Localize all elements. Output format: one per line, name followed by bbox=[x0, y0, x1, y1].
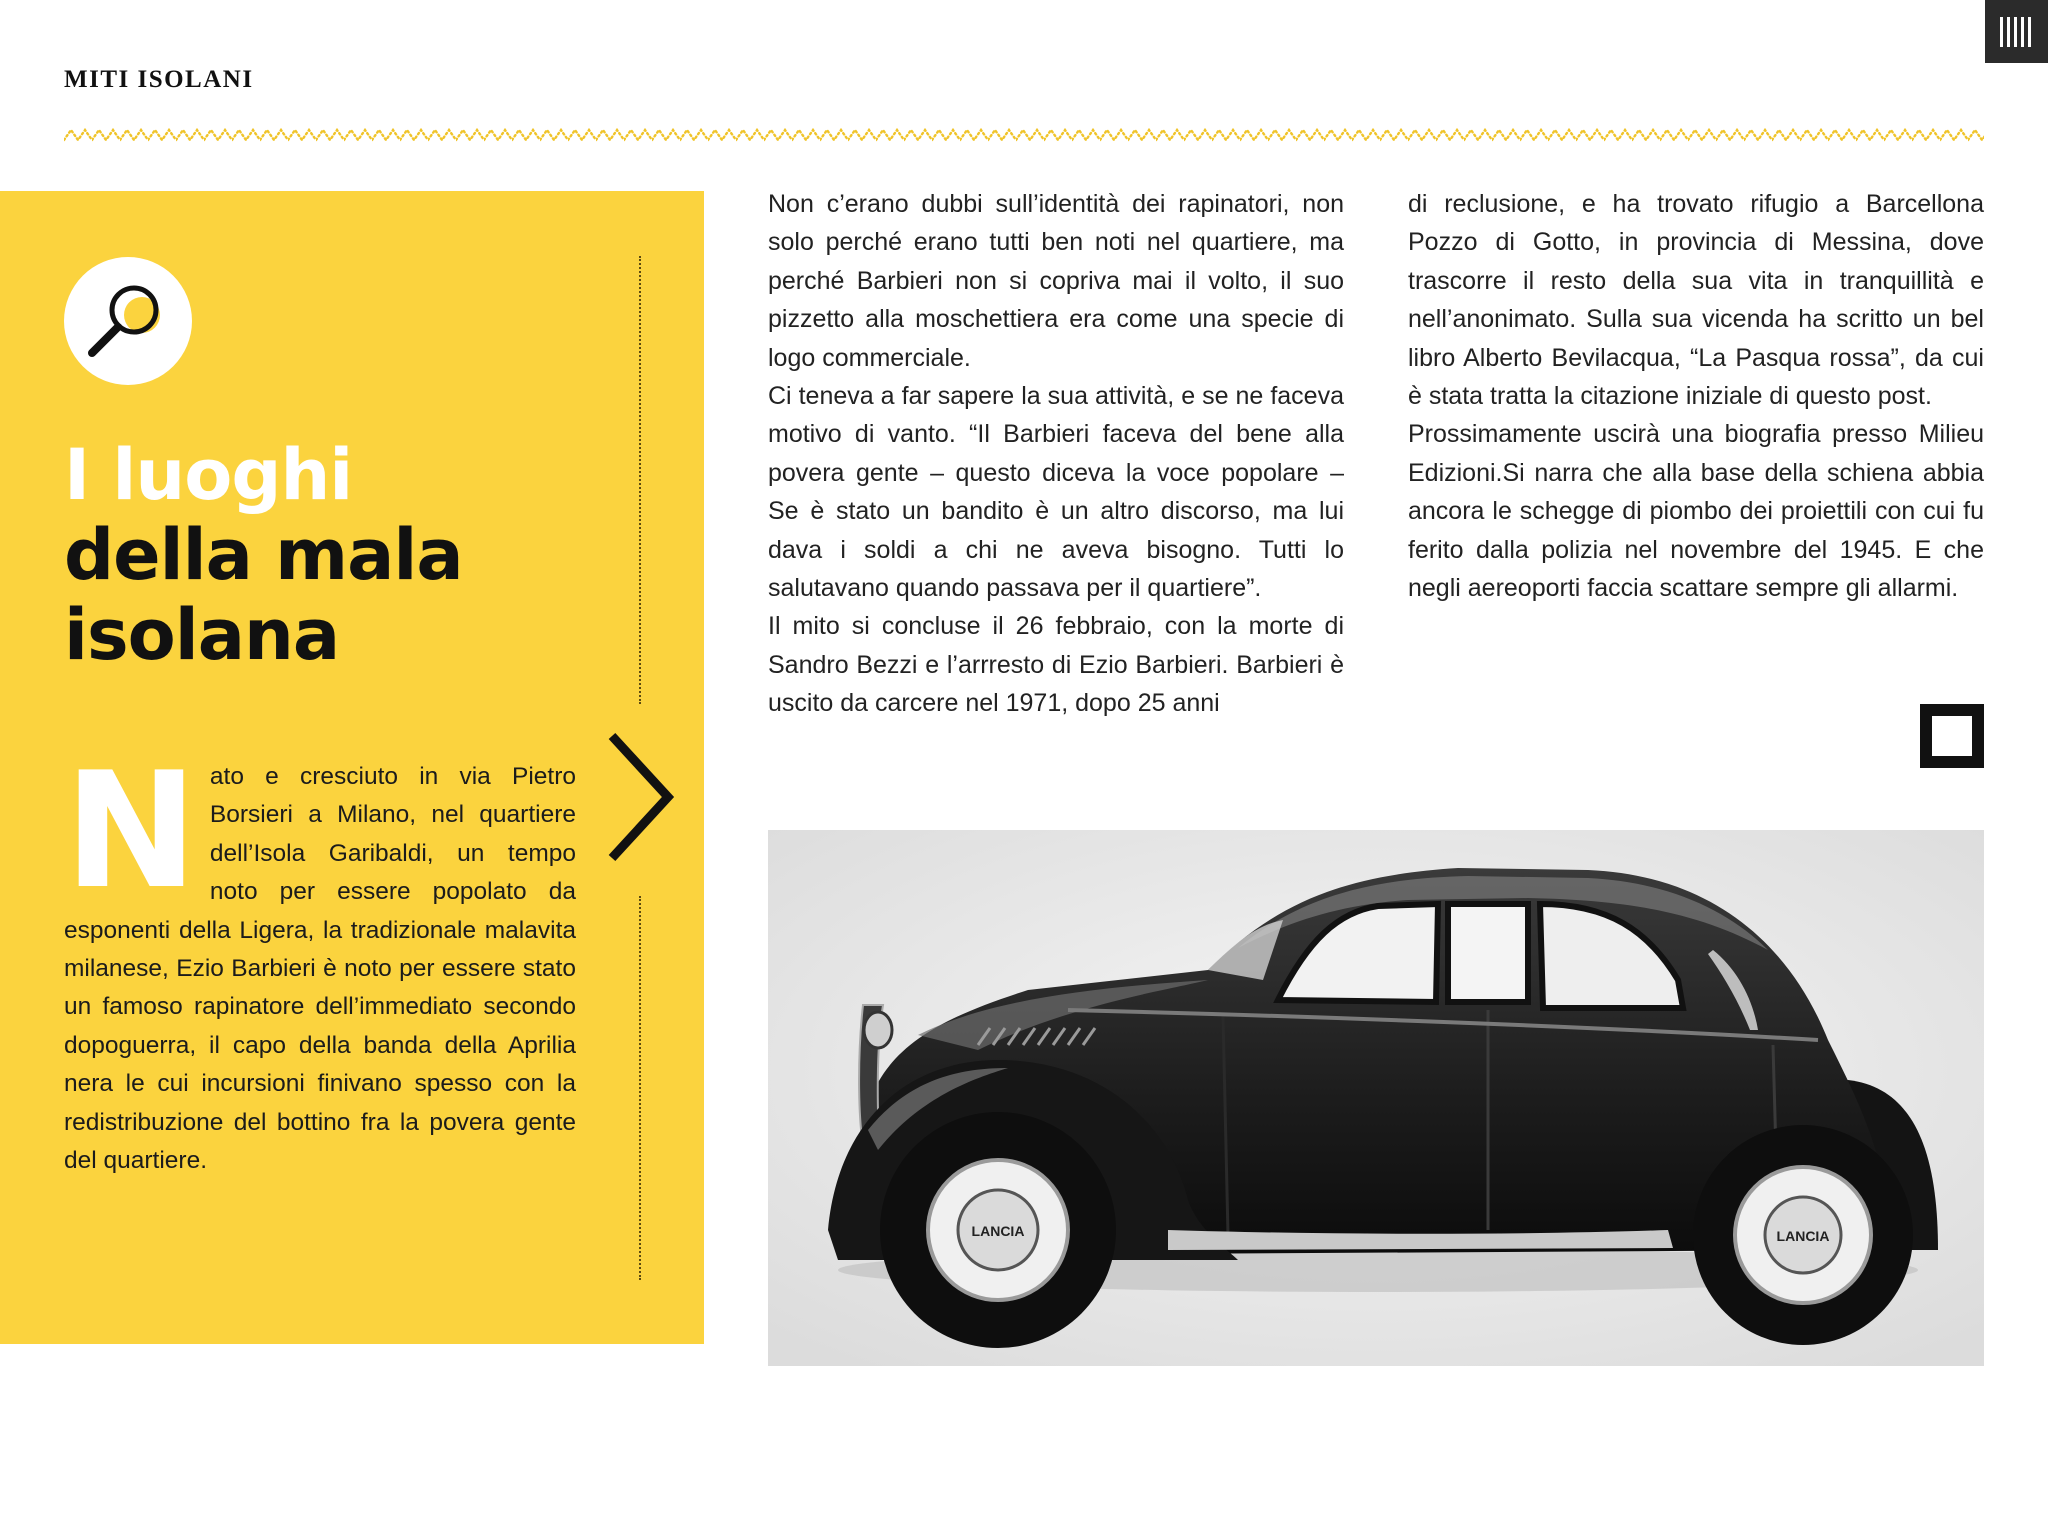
car-photo bbox=[768, 830, 1984, 1366]
hubcap-logo-front: LANCIA bbox=[971, 1223, 1025, 1239]
title-line-2: della mala bbox=[64, 514, 463, 596]
magnifier-icon bbox=[64, 257, 192, 385]
intro-paragraph bbox=[64, 737, 576, 1180]
page-title bbox=[64, 435, 463, 675]
article-paragraph: di reclusione, e ha trovato rifugio a Barcellona Pozzo di Gotto, in provincia di Messina, dove trascorre il resto della sua vita in tranquillità e nell’anonimato. Sulla sua vicenda ha scritto un bel libro Alberto Bevilacqua, “La Pasqua rossa”, da cui è stata tratta la citazione iniziale di questo post. bbox=[1408, 190, 1984, 411]
end-square-icon bbox=[1920, 704, 1984, 768]
dotted-rule-bottom bbox=[639, 896, 641, 1280]
barcode-menu-icon[interactable] bbox=[1985, 0, 2048, 63]
chevron-right-icon[interactable] bbox=[604, 730, 684, 864]
article-column-middle bbox=[768, 185, 1344, 723]
article-column-right bbox=[1408, 185, 1984, 607]
title-line-3: isolana bbox=[64, 594, 340, 676]
section-label: MITI ISOLANI bbox=[64, 66, 254, 93]
article-paragraph: Ci teneva a far sapere la sua attività, e se ne faceva motivo di vanto. “Il Barbieri faceva del bene alla povera gente – questo diceva la voce popolare – Se è stato un bandito è un altro discorso, ma lui dava i soldi a chi ne aveva bisogno. Tutti lo salutavano quando passava per il quartiere”. bbox=[768, 382, 1344, 603]
intro-text: ato e cresciuto in via Pietro Borsieri a Milano, nel quartiere dell’Isola Garibaldi, un tempo noto per essere popolato da esponenti della Ligera, la tradizionale malavita milanese, Ezio Barbieri è noto per essere stato un famoso rapinatore dell’immediato secondo dopoguerra, il capo della banda della Aprilia nera le cui incursioni finivano spesso con la redistribuzione del bottino fra la povera gente del quartiere. bbox=[64, 763, 576, 1175]
barcode-lines bbox=[2000, 17, 2034, 47]
drop-cap: N bbox=[64, 737, 198, 924]
hubcap-logo-rear: LANCIA bbox=[1776, 1228, 1830, 1244]
article-paragraph: Il mito si concluse il 26 febbraio, con la morte di Sandro Bezzi e l’arrresto di Ezio Barbieri. Barbieri è uscito da carcere nel 1971, dopo 25 anni bbox=[768, 612, 1344, 718]
article-paragraph: Prossimamente uscirà una biografia presso Milieu Edizioni.Si narra che alla base della schiena abbia ancora le schegge di piombo dei proiettili con cui fu ferito dalla polizia nel novembre del 1945. E che negli aereoporti faccia scattare sempre gli allarmi. bbox=[1408, 420, 1984, 603]
dotted-rule-top bbox=[639, 256, 641, 704]
article-paragraph: Non c’erano dubbi sull’identità dei rapinatori, non solo perché erano tutti ben noti nel quartiere, ma perché Barbieri non si copriva mai il volto, il suo pizzetto alla moschettiera era come una specie di logo commerciale. bbox=[768, 190, 1344, 372]
title-line-1: I luoghi bbox=[64, 434, 353, 516]
dotted-zigzag-divider bbox=[64, 125, 1984, 145]
